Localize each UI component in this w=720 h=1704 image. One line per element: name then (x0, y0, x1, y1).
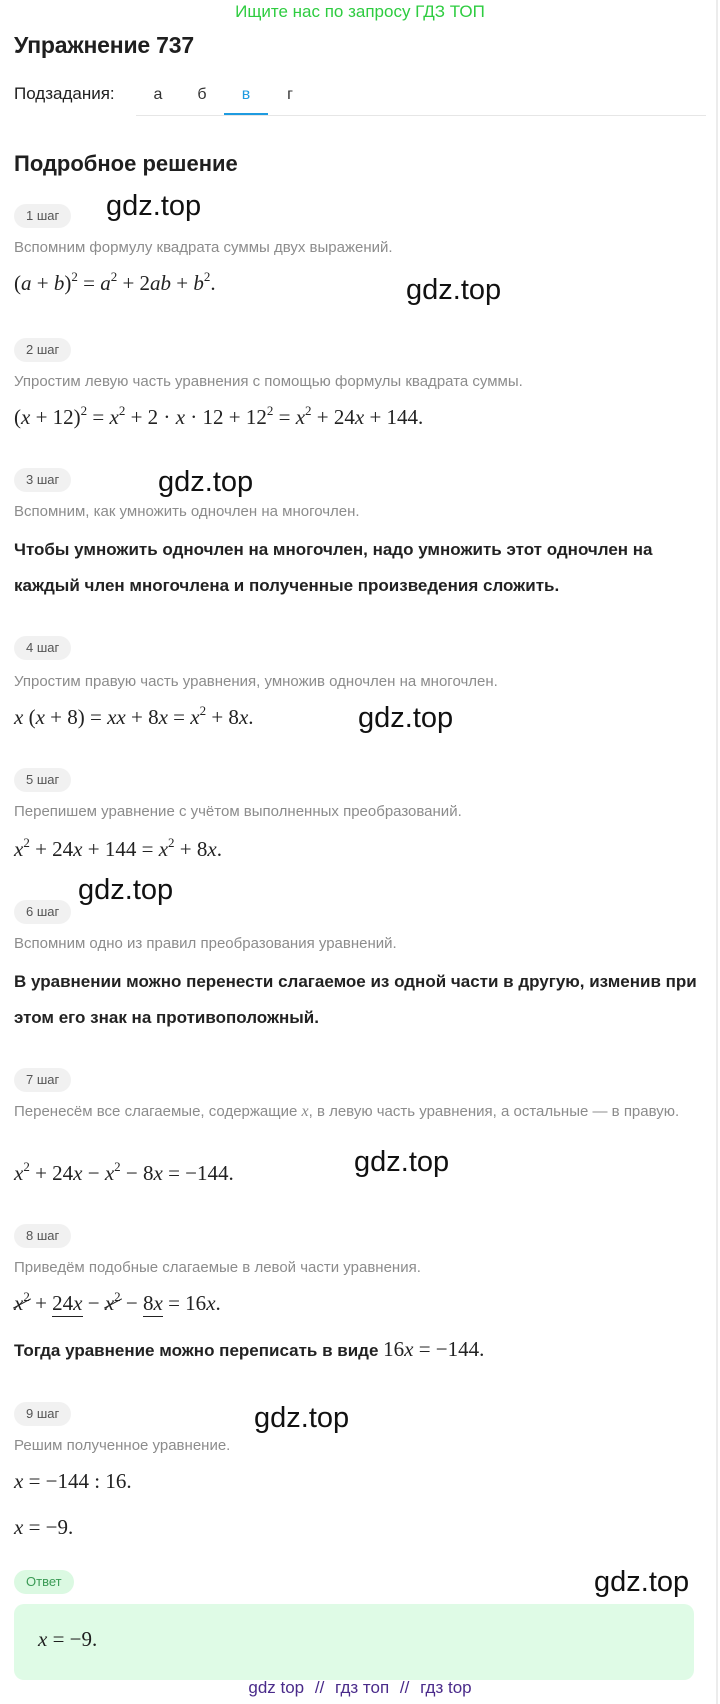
answer-box (14, 1604, 694, 1680)
formula: x = −9. (14, 1515, 74, 1539)
formula: x (x + 8) = xx + $8x = x^2 + 8x$. (14, 703, 254, 729)
formula: $(x + 12)^2 = x^2 + 2 \cdot x \cdot 12 + 12^2 = x^2 + 24x + 144$. (14, 403, 424, 429)
step-badge: 4 шаг (14, 636, 71, 660)
subtask-tab-g[interactable]: г (287, 86, 293, 103)
footer-separator: // (399, 1678, 410, 1697)
answer-formula: x = −9. (38, 1627, 98, 1651)
step-text (14, 1334, 484, 1366)
watermark: gdz.top (358, 702, 454, 734)
page-title: Упражнение 737 (14, 32, 194, 58)
inline-formula: 16x = −144. (383, 1337, 485, 1361)
step-badge: 2 шаг (14, 338, 71, 362)
step-hint: Вспомним одно из правил преобразования уравнений. (14, 935, 397, 952)
step-badge: 9 шаг (14, 1402, 71, 1426)
subtask-tab-a[interactable]: а (153, 86, 163, 103)
formula: x = −144 : 16. (14, 1469, 132, 1493)
step-hint: Упростим левую часть уравнения с помощью формулы квадрата суммы. (14, 373, 523, 390)
formula: $(a + b)^2 = a^2 + 2ab + b^2$. (14, 269, 216, 295)
footer-links (0, 1676, 720, 1700)
step-hint-part: Перенесём все слагаемые, содержащие (14, 1103, 298, 1120)
right-border (716, 0, 718, 1704)
answer-badge: Ответ (14, 1570, 74, 1594)
step-hint: Приведём подобные слагаемые в левой части уравнения. (14, 1259, 421, 1276)
watermark: gdz.top (406, 274, 502, 306)
step-hint: Перепишем уравнение с учётом выполненных преобразований. (14, 803, 462, 820)
step-badge: 6 шаг (14, 900, 71, 924)
step-hint: Упростим правую часть уравнения, умножив одночлен на многочлен. (14, 673, 498, 690)
step-text-label: Тогда уравнение можно переписать в виде (14, 1341, 379, 1360)
subtasks-label: Подзадания: (14, 84, 115, 103)
step-hint: Решим полученное уравнение. (14, 1437, 231, 1454)
footer-link[interactable]: гдз топ (335, 1678, 390, 1697)
watermark: gdz.top (106, 190, 202, 222)
subtask-tab-v[interactable]: в (224, 78, 268, 115)
footer-separator: // (314, 1678, 325, 1697)
step-badge: 3 шаг (14, 468, 71, 492)
step-hint: Вспомним формулу квадрата суммы двух выражений. (14, 239, 393, 256)
watermark: gdz.top (254, 1402, 350, 1434)
formula: $x^2 + 24x + 144 = x^2 + 8x$. (14, 835, 222, 861)
step-badge: 5 шаг (14, 768, 71, 792)
step-badge: 1 шаг (14, 204, 71, 228)
subtasks-nav (14, 78, 694, 116)
subtask-tab-b[interactable]: б (197, 86, 207, 103)
search-banner[interactable]: Ищите нас по запросу ГДЗ ТОП (235, 2, 485, 21)
section-heading: Подробное решение (14, 151, 238, 176)
step-badge: 8 шаг (14, 1224, 71, 1248)
watermark: gdz.top (354, 1146, 450, 1178)
subtask-tabs (136, 78, 706, 116)
footer-link[interactable]: gdz top (248, 1678, 305, 1697)
formula: $x^2 + 24x - x^2 - 8x = -144$. (14, 1159, 234, 1185)
step-badge: 7 шаг (14, 1068, 71, 1092)
formula: $x^2 + 24x - x^2 - 8x = 16x$. (14, 1288, 221, 1318)
watermark: gdz.top (158, 466, 254, 498)
rule-text: Чтобы умножить одночлен на многочлен, надо умножить этот одночлен на каждый член многочлена и полученные произведения сложить. (14, 540, 653, 595)
step-hint-part: , в левую часть уравнения, а остальные — в правую. (308, 1103, 680, 1120)
rule-text: В уравнении можно перенести слагаемое из одной части в другую, изменив при этом его знак на противоположный. (14, 972, 697, 1027)
step-hint: Вспомним, как умножить одночлен на многочлен. (14, 503, 360, 520)
step-hint: Перенесём все слагаемые, содержащие x, в левую часть уравнения, а остальные — в правую. (14, 1103, 680, 1120)
watermark: gdz.top (594, 1566, 690, 1598)
footer-link[interactable]: гдз top (420, 1678, 472, 1697)
watermark: gdz.top (78, 874, 174, 906)
